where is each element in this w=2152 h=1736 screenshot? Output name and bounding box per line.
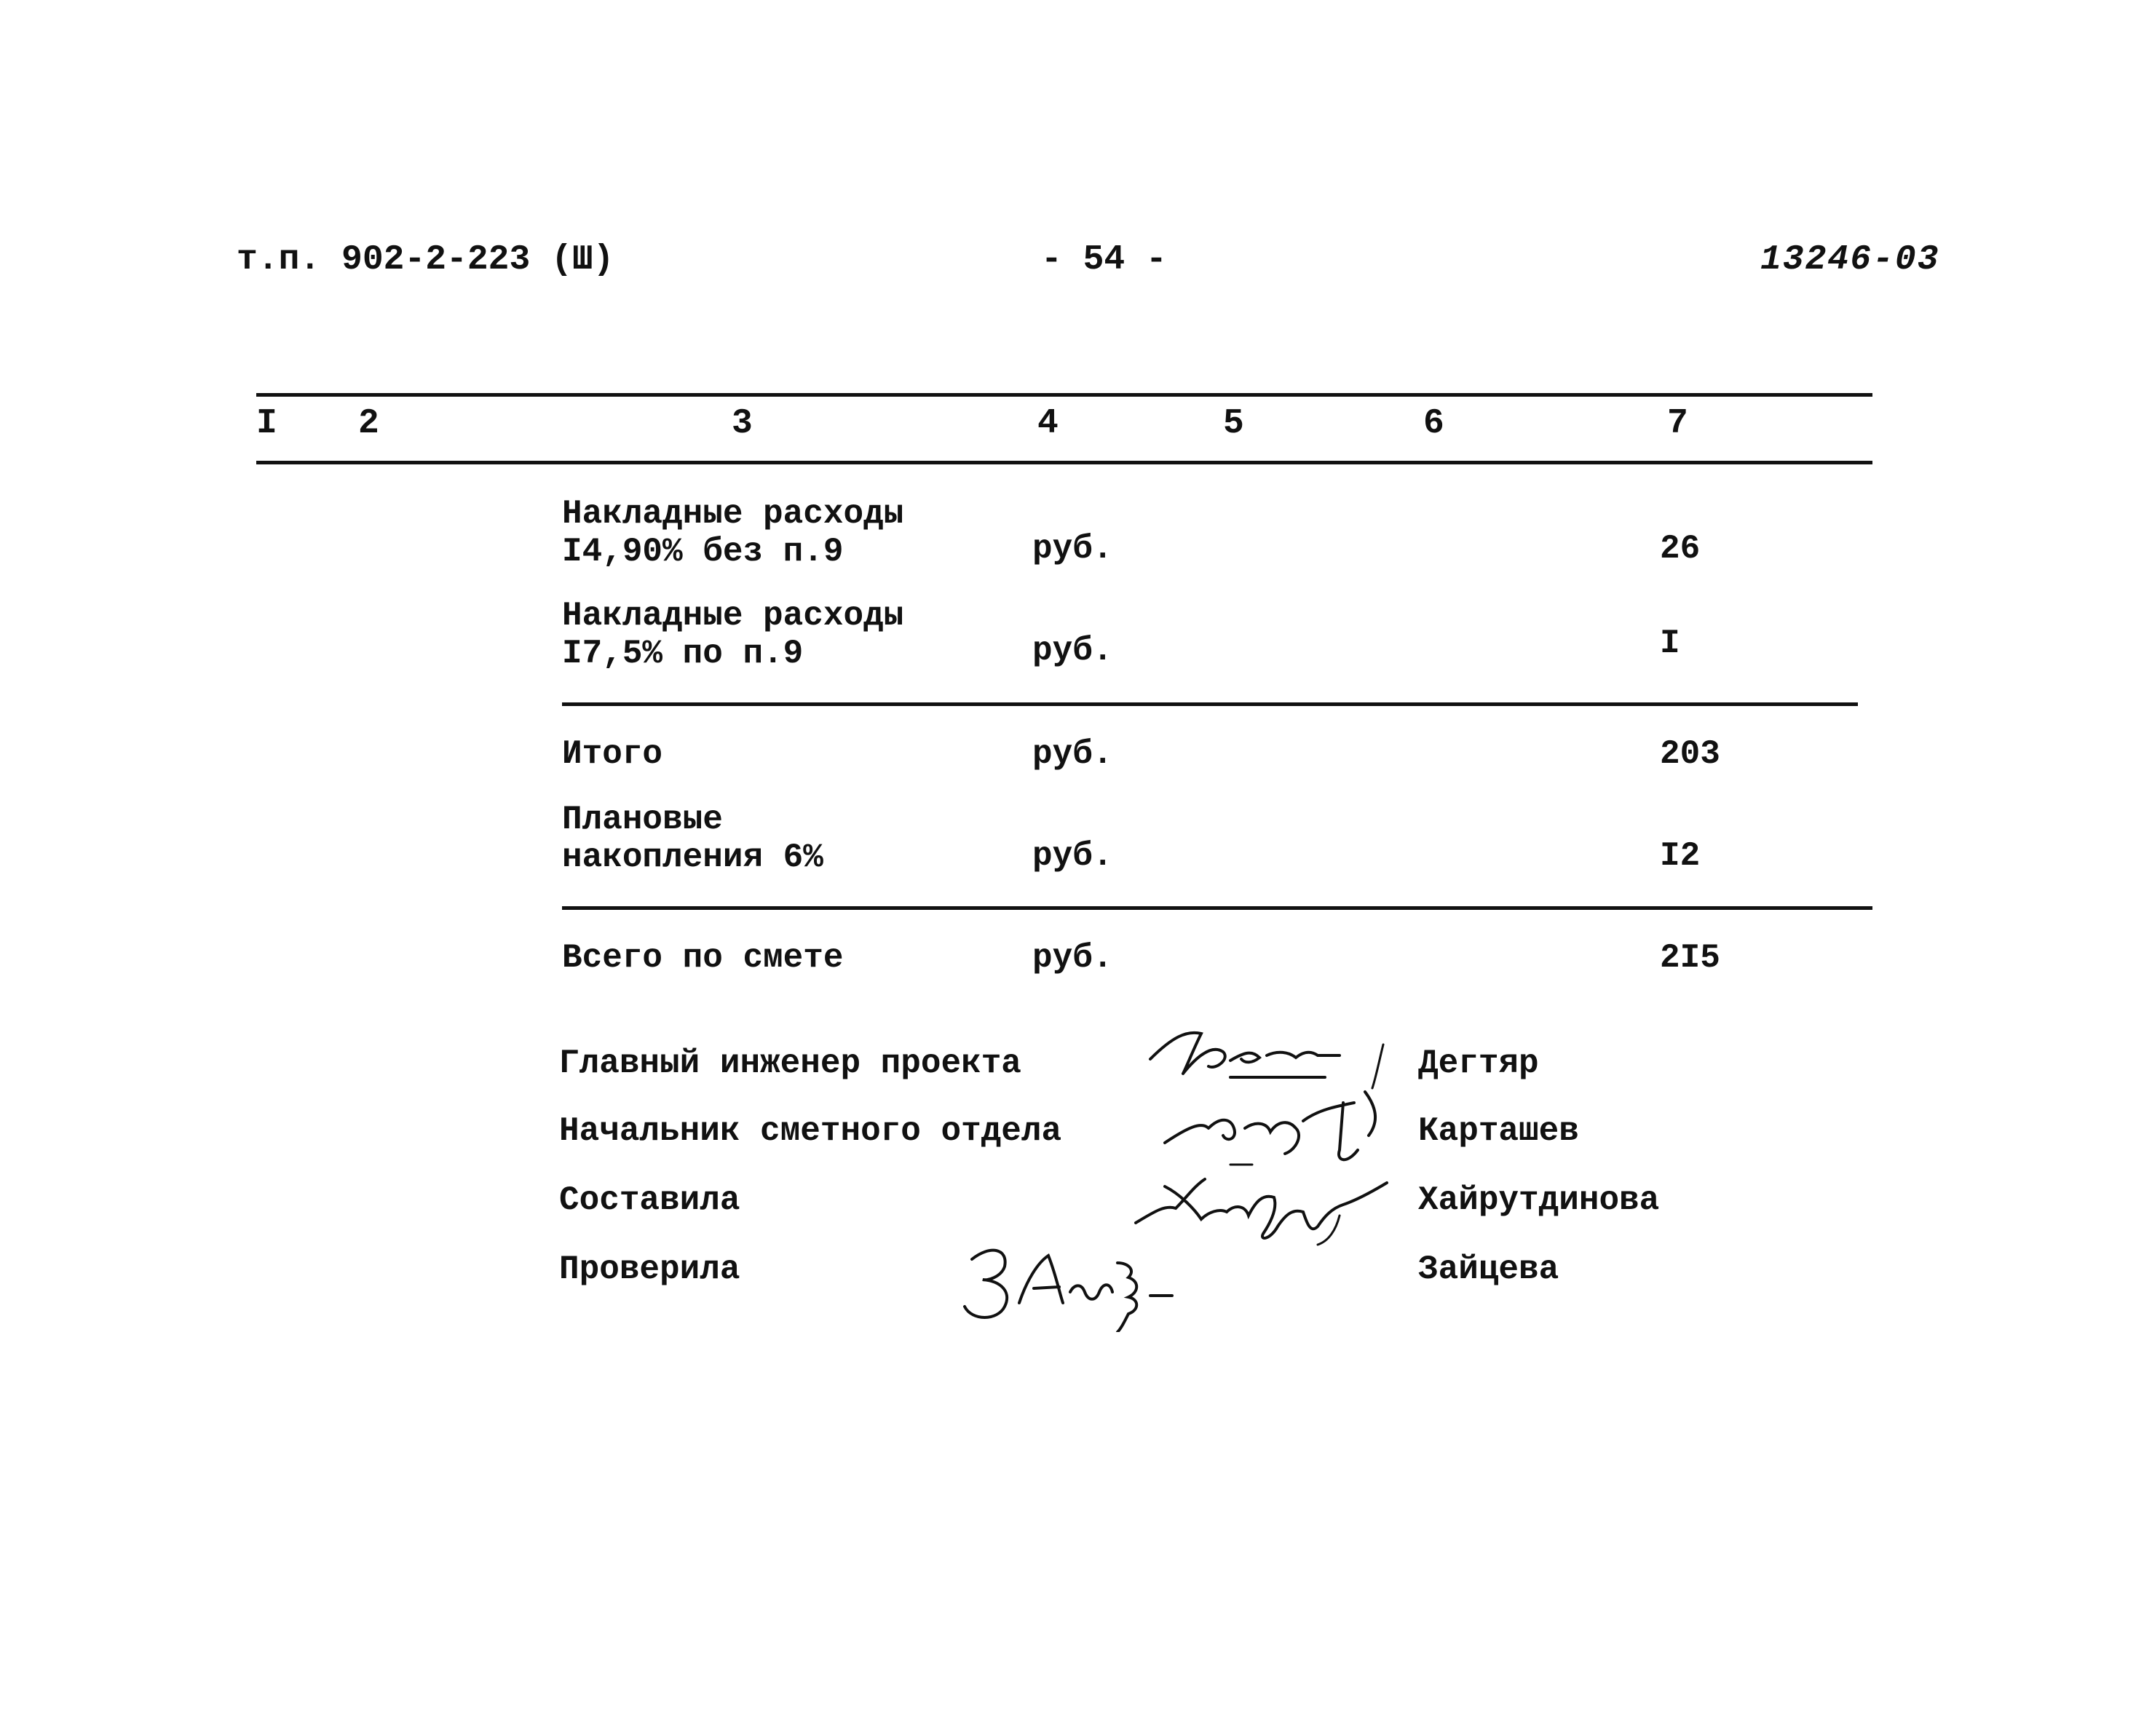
handwritten-signature <box>954 1230 1194 1332</box>
table-row-unit: руб. <box>1032 530 1113 568</box>
table-row-description: Плановые накопления 6% <box>562 801 823 876</box>
signature-name: Хайрутдинова <box>1418 1181 1660 1219</box>
document-code: т.п. 902-2-223 (Ш) <box>237 240 614 280</box>
column-number-1: I <box>256 404 277 443</box>
signature-name: Дегтяр <box>1418 1045 1539 1082</box>
table-row-description: Накладные расходы I4,90% без п.9 <box>562 495 904 571</box>
column-number-2: 2 <box>358 404 379 443</box>
table-row-value: 2I5 <box>1660 939 1720 977</box>
column-number-7: 7 <box>1667 404 1688 443</box>
signature-role: Составила <box>559 1181 740 1219</box>
table-row-value: 203 <box>1660 735 1720 773</box>
signature-name: Зайцева <box>1418 1251 1559 1288</box>
column-number-5: 5 <box>1223 404 1244 443</box>
subtotal-rule <box>562 702 1858 706</box>
signature-role: Проверила <box>559 1251 740 1288</box>
page-number: - 54 - <box>1041 240 1167 280</box>
table-row-unit: руб. <box>1032 837 1113 875</box>
signature-role: Главный инженер проекта <box>559 1045 1021 1082</box>
table-header-rule <box>256 461 1872 464</box>
column-number-4: 4 <box>1037 404 1059 443</box>
table-row-value: I <box>1660 625 1680 662</box>
table-row-unit: руб. <box>1032 735 1113 773</box>
table-row-description: Накладные расходы I7,5% по п.9 <box>562 597 904 673</box>
table-row-unit: руб. <box>1032 939 1113 977</box>
column-number-6: 6 <box>1423 404 1444 443</box>
signature-name: Карташев <box>1418 1112 1579 1150</box>
signature-role: Начальник сметного отдела <box>559 1112 1062 1150</box>
table-row-description: Итого <box>562 735 663 773</box>
table-row-description: Всего по смете <box>562 939 844 977</box>
table-row-value: 26 <box>1660 530 1701 568</box>
table-row-unit: руб. <box>1032 632 1113 670</box>
table-top-rule <box>256 393 1872 397</box>
table-row-value: I2 <box>1660 837 1701 875</box>
column-number-3: 3 <box>732 404 753 443</box>
document-number: 13246-03 <box>1760 240 1940 280</box>
total-rule <box>562 906 1872 910</box>
